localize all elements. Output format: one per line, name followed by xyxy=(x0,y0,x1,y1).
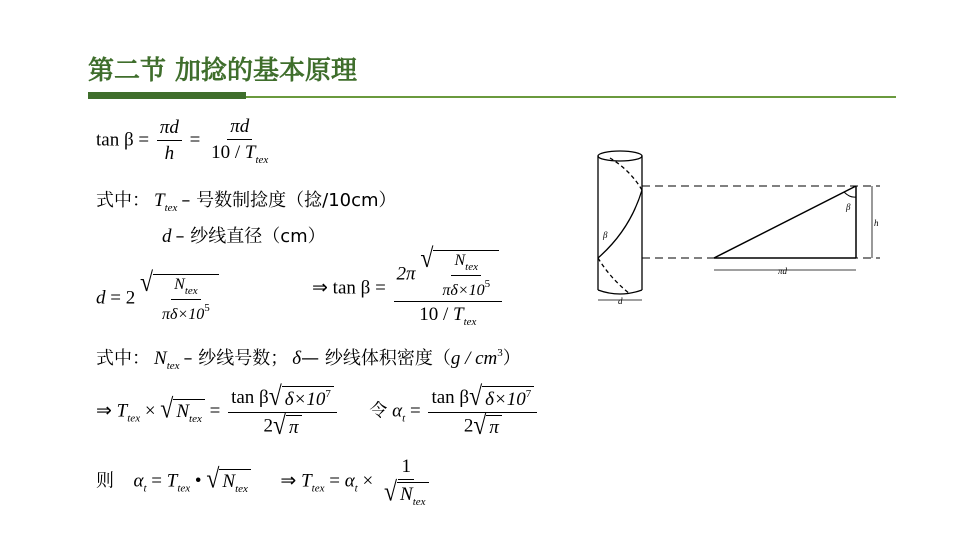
sqrt: √ $N_{tex}$ xyxy=(206,469,251,495)
tex-subscript: tex xyxy=(164,202,178,214)
equals: = xyxy=(329,470,340,492)
tan-beta-text: tan β xyxy=(231,386,269,408)
twist-diagram xyxy=(590,150,890,315)
denominator xyxy=(461,410,505,441)
T-symbol: T xyxy=(116,400,128,422)
numerator xyxy=(451,252,481,276)
fraction-N-over-pidelta xyxy=(439,252,493,300)
exp-7: 7 xyxy=(325,388,331,400)
definition-d xyxy=(162,222,326,248)
fraction-tanbeta-over-2sqrtpi xyxy=(228,381,337,441)
fraction-pid-over-10-Ttex xyxy=(208,116,271,166)
N-symbol: N xyxy=(222,471,236,493)
d-symbol: d xyxy=(96,287,106,309)
denominator xyxy=(416,302,479,329)
sqrt: √ $\delta\times 10^7$ xyxy=(269,386,334,411)
unit-g-cm: g / cm xyxy=(450,348,498,369)
tex-subscript: tex xyxy=(465,261,478,273)
beta-angle-arc xyxy=(844,192,856,197)
t-subscript: t xyxy=(354,482,358,495)
d-definition: – 纱线直径（cm） xyxy=(175,226,326,247)
tex-subscript: tex xyxy=(412,495,426,508)
delta-definition: — 纱线体积密度（ xyxy=(301,348,451,369)
denominator xyxy=(439,276,493,300)
numerator: πd xyxy=(157,117,182,141)
times: × xyxy=(144,400,156,422)
beta-label-cylinder: β xyxy=(603,230,608,240)
beta-label-triangle: β xyxy=(846,202,851,212)
d-label: d xyxy=(618,296,623,306)
tan-beta-text: tan β xyxy=(332,277,371,299)
label-shizhong: 式中： xyxy=(96,348,150,369)
formula-tan-beta-expanded xyxy=(312,243,505,329)
label-ling: 令 xyxy=(369,400,388,422)
tex-subscript: tex xyxy=(255,153,269,166)
tex-subscript: tex xyxy=(184,285,198,297)
coefficient-two: 2 xyxy=(263,415,273,437)
delta-times-10: δ×10 xyxy=(284,389,326,410)
tex-subscript: tex xyxy=(177,482,191,495)
close-paren: ） xyxy=(502,348,521,369)
alpha-symbol: α xyxy=(344,470,355,492)
N-definition: – 纱线号数； xyxy=(183,348,289,369)
sqrt: √ π xyxy=(473,415,502,439)
T-symbol: T xyxy=(166,470,178,492)
tex-subscript: tex xyxy=(127,412,141,425)
twist-diagram-svg xyxy=(590,150,890,310)
definition-N-tex xyxy=(96,344,521,372)
t-subscript: t xyxy=(143,482,147,495)
equals: = xyxy=(189,129,201,151)
bullet-operator: • xyxy=(194,470,202,492)
triangle-hypotenuse xyxy=(714,186,856,258)
equals: = xyxy=(110,287,121,309)
label-ze: 则 xyxy=(96,470,114,492)
times: × xyxy=(362,470,374,492)
two-pi: 2π xyxy=(396,263,416,285)
coefficient-two: 2 xyxy=(125,287,136,309)
sqrt: √ $\frac{N_{tex}}{\pi\delta\times 10^5}$ xyxy=(420,250,499,300)
helix-back xyxy=(610,158,642,190)
delta-symbol: δ xyxy=(292,348,302,369)
exp-5: 5 xyxy=(204,301,210,314)
h-label: h xyxy=(874,218,879,228)
pi-symbol: π xyxy=(286,415,302,439)
exp-5: 5 xyxy=(484,277,491,290)
denominator xyxy=(159,300,213,324)
d-symbol: d xyxy=(162,226,172,247)
T-symbol: T xyxy=(154,190,165,211)
t-subscript: t xyxy=(402,412,406,425)
exp-3: 3 xyxy=(497,347,503,359)
pidelta: πδ×10 xyxy=(442,281,485,299)
tex-subscript: tex xyxy=(166,360,180,372)
equals: = xyxy=(409,400,421,422)
pi-symbol: π xyxy=(486,415,502,439)
numerator xyxy=(428,381,537,413)
formula-alpha-t xyxy=(96,456,435,508)
N-symbol: N xyxy=(176,401,190,423)
helix-back-lower xyxy=(598,258,630,294)
N-symbol: N xyxy=(400,483,413,505)
equals: = xyxy=(151,470,163,492)
implies-arrow: ⇒ xyxy=(312,277,328,299)
exp-7: 7 xyxy=(525,388,532,400)
fraction-alpha-def xyxy=(428,381,537,441)
implies-arrow: ⇒ xyxy=(96,400,112,422)
sqrt: √ π xyxy=(273,415,302,439)
cylinder-bottom-curve xyxy=(598,290,642,294)
T-symbol: T xyxy=(453,304,464,326)
numerator: πd xyxy=(227,116,252,140)
label-shizhong: 式中： xyxy=(96,190,150,211)
tex-subscript: tex xyxy=(189,413,202,426)
denominator xyxy=(260,410,304,441)
N-symbol: N xyxy=(174,276,185,293)
ten-over: 10 / xyxy=(419,304,453,326)
numerator: 1 xyxy=(398,456,414,480)
fraction-one-over-sqrtN xyxy=(381,456,432,508)
fraction-expanded xyxy=(394,243,503,329)
equals: = xyxy=(138,129,150,151)
T-definition: – 号数制捻度（捻/10cm） xyxy=(181,190,397,211)
N-symbol: N xyxy=(454,252,466,269)
sqrt: √ $N_{tex}$ xyxy=(160,399,205,425)
equals: = xyxy=(209,400,221,422)
numerator xyxy=(394,243,503,302)
tex-subscript: tex xyxy=(311,482,325,495)
equals: = xyxy=(375,277,386,299)
page-title: 第二节 加捻的基本原理 xyxy=(88,56,358,86)
ten-over: 10 / xyxy=(211,141,245,163)
T-symbol: T xyxy=(244,141,256,163)
implies-arrow: ⇒ xyxy=(280,470,297,492)
formula-tan-beta xyxy=(96,116,274,166)
denominator: h xyxy=(164,143,175,165)
definition-T-tex xyxy=(96,186,397,214)
numerator xyxy=(171,276,201,300)
formula-d xyxy=(96,267,219,324)
tex-subscript: tex xyxy=(235,483,248,496)
fraction-pid-over-h xyxy=(157,117,182,165)
delta-times-10: δ×10 xyxy=(485,389,526,410)
denominator xyxy=(208,140,271,167)
denominator xyxy=(381,477,432,509)
alpha-symbol: α xyxy=(392,400,403,422)
tex-subscript: tex xyxy=(463,316,477,329)
helix-front xyxy=(598,190,642,258)
fraction-N-over-pidelta xyxy=(159,276,213,324)
tan-beta-text: tan β xyxy=(96,129,134,151)
sqrt: √ $N_{tex}$ xyxy=(384,482,429,509)
coefficient-two: 2 xyxy=(463,415,474,437)
cylinder-top-ellipse xyxy=(598,151,642,161)
formula-T-times-sqrtN xyxy=(96,381,540,441)
N-symbol: N xyxy=(154,348,167,369)
alpha-symbol: α xyxy=(133,470,144,492)
sqrt: √ $\frac{N_{tex}}{\pi\delta\times 10^5}$ xyxy=(140,274,219,324)
sqrt: √ $\delta\times 10^7$ xyxy=(469,386,534,411)
pidelta: πδ×10 xyxy=(162,305,205,323)
tan-beta-text: tan β xyxy=(431,386,470,408)
T-symbol: T xyxy=(301,470,312,492)
title-accent-bar xyxy=(88,92,246,99)
numerator xyxy=(228,381,337,413)
pid-label: πd xyxy=(778,266,788,276)
